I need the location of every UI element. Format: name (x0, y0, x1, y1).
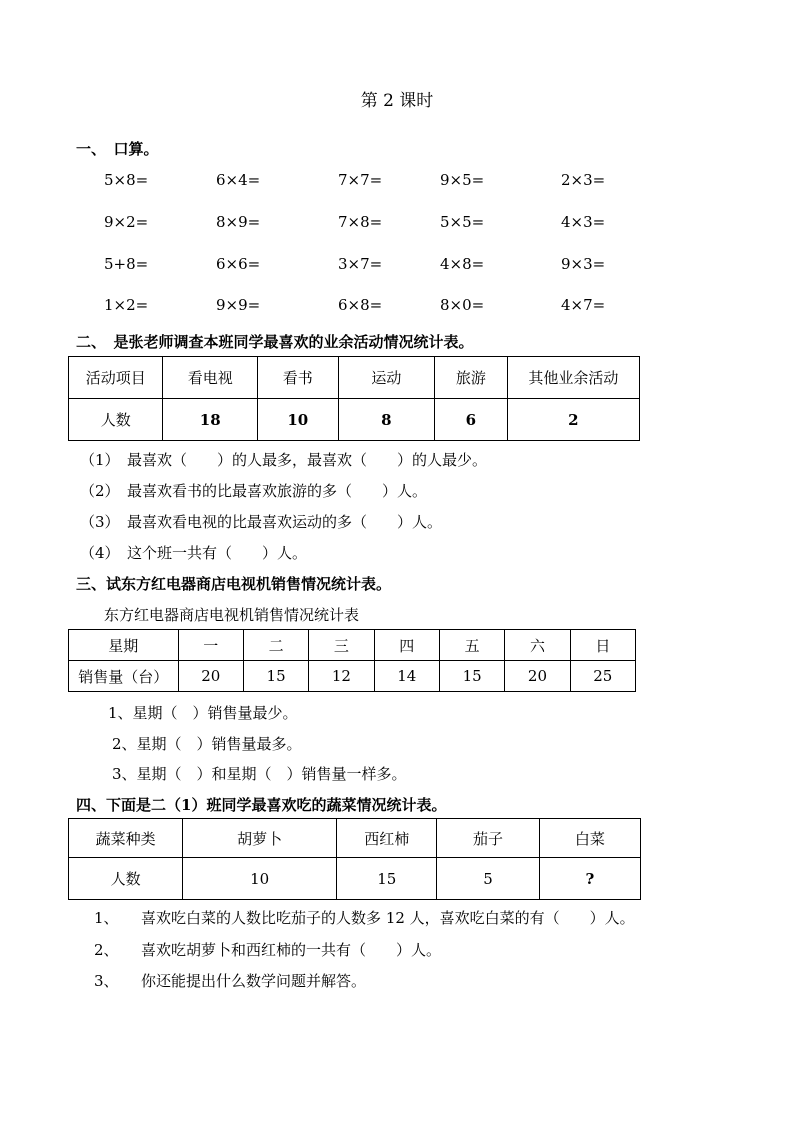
table-header-cell: 运动 (338, 357, 434, 399)
table-cell: 10 (183, 858, 337, 900)
table-cell: 20 (178, 661, 243, 692)
calc-item: 9×9= (216, 296, 261, 314)
calc-item: 7×8= (338, 213, 383, 231)
question-item: （1） 最喜欢（ ）的人最多，最喜欢（ ）的人最少。 (80, 451, 488, 469)
calc-item: 6×6= (216, 255, 261, 273)
table-header-cell: 六 (505, 630, 570, 661)
table-row (69, 399, 640, 441)
question-item: （2） 最喜欢看书的比最喜欢旅游的多（ ）人。 (80, 482, 428, 500)
table-header-cell: 五 (439, 630, 504, 661)
section-4-heading: 四、下面是二（1）班同学最喜欢吃的蔬菜情况统计表。 (76, 796, 447, 814)
table-header-cell: 胡萝卜 (183, 819, 337, 858)
activity-table (68, 356, 640, 441)
table-cell: 18 (163, 399, 258, 441)
calc-item: 4×3= (561, 213, 606, 231)
calc-item: 6×4= (216, 171, 261, 189)
table-header-row (69, 630, 636, 661)
calc-item: 9×5= (440, 171, 485, 189)
calc-item: 9×3= (561, 255, 606, 273)
question-item: 2、 喜欢吃胡萝卜和西红柿的一共有（ ）人。 (94, 941, 442, 959)
calc-item: 3×7= (338, 255, 383, 273)
table-cell: 6 (435, 399, 508, 441)
calc-item: 9×2= (104, 213, 149, 231)
table-header-cell: 一 (178, 630, 243, 661)
table-cell: 人数 (69, 399, 163, 441)
calc-item: 5×5= (440, 213, 485, 231)
calc-item: 2×3= (561, 171, 606, 189)
section-2-heading: 二、 是张老师调查本班同学最喜欢的业余活动情况统计表。 (76, 333, 474, 351)
table-row (69, 858, 641, 900)
calc-item: 8×0= (440, 296, 485, 314)
table-cell: 10 (258, 399, 339, 441)
calc-item: 8×9= (216, 213, 261, 231)
table-row (69, 661, 636, 692)
calc-item: 6×8= (338, 296, 383, 314)
question-item: 3、 你还能提出什么数学问题并解答。 (94, 972, 367, 990)
page-title: 第 2 课时 (360, 91, 434, 111)
question-item: 1、星期（ ）销售量最少。 (108, 704, 298, 722)
table-header-cell: 三 (309, 630, 374, 661)
table-cell: 20 (505, 661, 570, 692)
question-item: （3） 最喜欢看电视的比最喜欢运动的多（ ）人。 (80, 513, 443, 531)
calc-item: 5×8= (104, 171, 149, 189)
calc-item: 4×8= (440, 255, 485, 273)
table-cell: 2 (507, 399, 639, 441)
table-header-cell: 二 (243, 630, 308, 661)
question-item: 1、 喜欢吃白菜的人数比吃茄子的人数多 12 人，喜欢吃白菜的有（ ）人。 (94, 909, 635, 927)
table-header-row (69, 819, 641, 858)
table-header-row (69, 357, 640, 399)
table-cell: ? (539, 858, 640, 900)
vegetable-table (68, 818, 641, 900)
table-header-cell: 白菜 (539, 819, 640, 858)
table-cell: 15 (337, 858, 437, 900)
table-header-cell: 茄子 (437, 819, 539, 858)
table-cell: 14 (374, 661, 439, 692)
question-item: 2、星期（ ）销售量最多。 (112, 735, 302, 753)
table-header-cell: 西红柿 (337, 819, 437, 858)
table-caption: 东方红电器商店电视机销售情况统计表 (104, 606, 360, 624)
table-header-cell: 看电视 (163, 357, 258, 399)
table-cell: 销售量（台） (69, 661, 179, 692)
table-cell: 12 (309, 661, 374, 692)
table-cell: 5 (437, 858, 539, 900)
table-header-cell: 日 (570, 630, 635, 661)
table-cell: 人数 (69, 858, 183, 900)
section-3-heading: 三、试东方红电器商店电视机销售情况统计表。 (76, 575, 392, 593)
table-header-cell: 看书 (258, 357, 339, 399)
calc-item: 1×2= (104, 296, 149, 314)
table-cell: 15 (243, 661, 308, 692)
calc-item: 4×7= (561, 296, 606, 314)
table-header-cell: 四 (374, 630, 439, 661)
table-header-cell: 活动项目 (69, 357, 163, 399)
table-cell: 15 (439, 661, 504, 692)
sales-table (68, 629, 636, 692)
section-1-heading: 一、 口算。 (76, 140, 159, 158)
question-item: （4） 这个班一共有（ ）人。 (80, 544, 308, 562)
calc-item: 7×7= (338, 171, 383, 189)
table-cell: 8 (338, 399, 434, 441)
table-header-cell: 星期 (69, 630, 179, 661)
table-header-cell: 蔬菜种类 (69, 819, 183, 858)
table-cell: 25 (570, 661, 635, 692)
question-item: 3、星期（ ）和星期（ ）销售量一样多。 (112, 765, 407, 783)
table-header-cell: 其他业余活动 (507, 357, 639, 399)
calc-item: 5+8= (104, 255, 149, 273)
table-header-cell: 旅游 (435, 357, 508, 399)
